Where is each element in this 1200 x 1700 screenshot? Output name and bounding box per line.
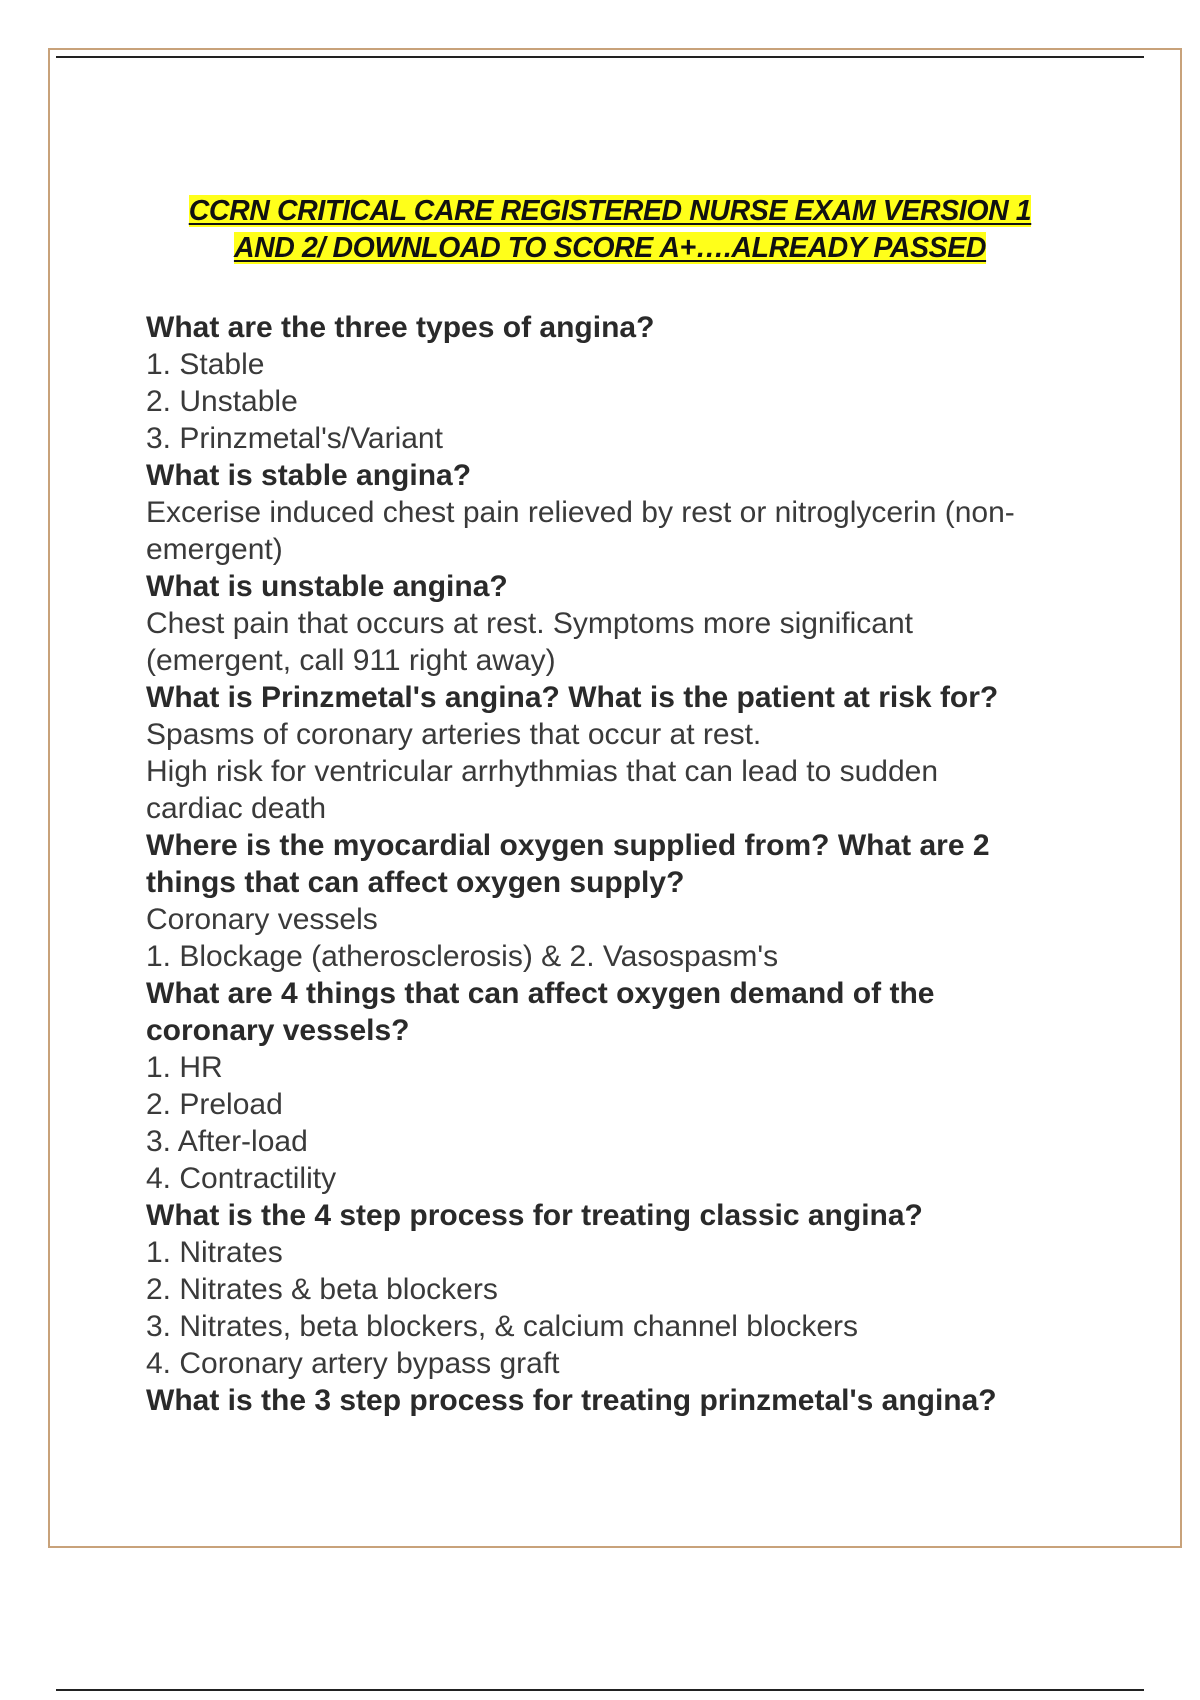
qa-item (146, 568, 1096, 679)
title-line-1: CCRN CRITICAL CARE REGISTERED NURSE EXAM VERSION 1 (188, 195, 1032, 227)
bottom-rule (56, 1689, 1144, 1691)
question: What is the 4 step process for treating classic angina? (146, 1199, 923, 1232)
question: What is Prinzmetal's angina? What is the patient at risk for? (146, 681, 999, 714)
question-line: coronary vessels? (146, 1014, 410, 1047)
answer-line: 4. Contractility (146, 1162, 337, 1195)
answer-line: 2. Unstable (146, 385, 298, 418)
answer-line: 1. HR (146, 1051, 223, 1084)
qa-content (146, 309, 1096, 1419)
qa-item (146, 975, 1096, 1197)
answer-line: 3. Nitrates, beta blockers, & calcium channel blockers (146, 1310, 858, 1343)
question: What is unstable angina? (146, 570, 508, 603)
qa-item (146, 1197, 1096, 1382)
question-line: What are 4 things that can affect oxygen demand of the (146, 977, 935, 1010)
question-line: Where is the myocardial oxygen supplied from? What are 2 (146, 829, 990, 862)
qa-item (146, 1382, 1096, 1419)
answer-line: 3. After-load (146, 1125, 308, 1158)
answer-line: 3. Prinzmetal's/Variant (146, 422, 443, 455)
question: What are the three types of angina? (146, 311, 655, 344)
answer-line: emergent) (146, 533, 283, 566)
answer-line: 4. Coronary artery bypass graft (146, 1347, 560, 1380)
answer-line: 2. Preload (146, 1088, 283, 1121)
qa-item (146, 309, 1096, 457)
title-line-2: AND 2/ DOWNLOAD TO SCORE A+….ALREADY PASSED (233, 232, 987, 264)
answer-line: High risk for ventricular arrhythmias that can lead to sudden (146, 755, 939, 788)
question: What is stable angina? (146, 459, 472, 492)
qa-item (146, 827, 1096, 975)
answer-line: 2. Nitrates & beta blockers (146, 1273, 498, 1306)
answer-line: 1. Nitrates (146, 1236, 283, 1269)
answer-line: (emergent, call 911 right away) (146, 644, 556, 677)
question: What is the 3 step process for treating prinzmetal's angina? (146, 1384, 997, 1417)
answer-line: cardiac death (146, 792, 327, 825)
answer-line: Chest pain that occurs at rest. Symptoms more significant (146, 607, 913, 640)
answer-line: Coronary vessels (146, 903, 378, 936)
document-title (140, 193, 1080, 267)
qa-item (146, 457, 1096, 568)
question-line: things that can affect oxygen supply? (146, 866, 685, 899)
answer-line: 1. Blockage (atherosclerosis) & 2. Vasospasm's (146, 940, 779, 973)
top-rule (56, 56, 1144, 58)
answer-line: Excerise induced chest pain relieved by rest or nitroglycerin (non- (146, 496, 1015, 529)
answer-line: 1. Stable (146, 348, 265, 381)
answer-line: Spasms of coronary arteries that occur at rest. (146, 718, 762, 751)
qa-item (146, 679, 1096, 827)
